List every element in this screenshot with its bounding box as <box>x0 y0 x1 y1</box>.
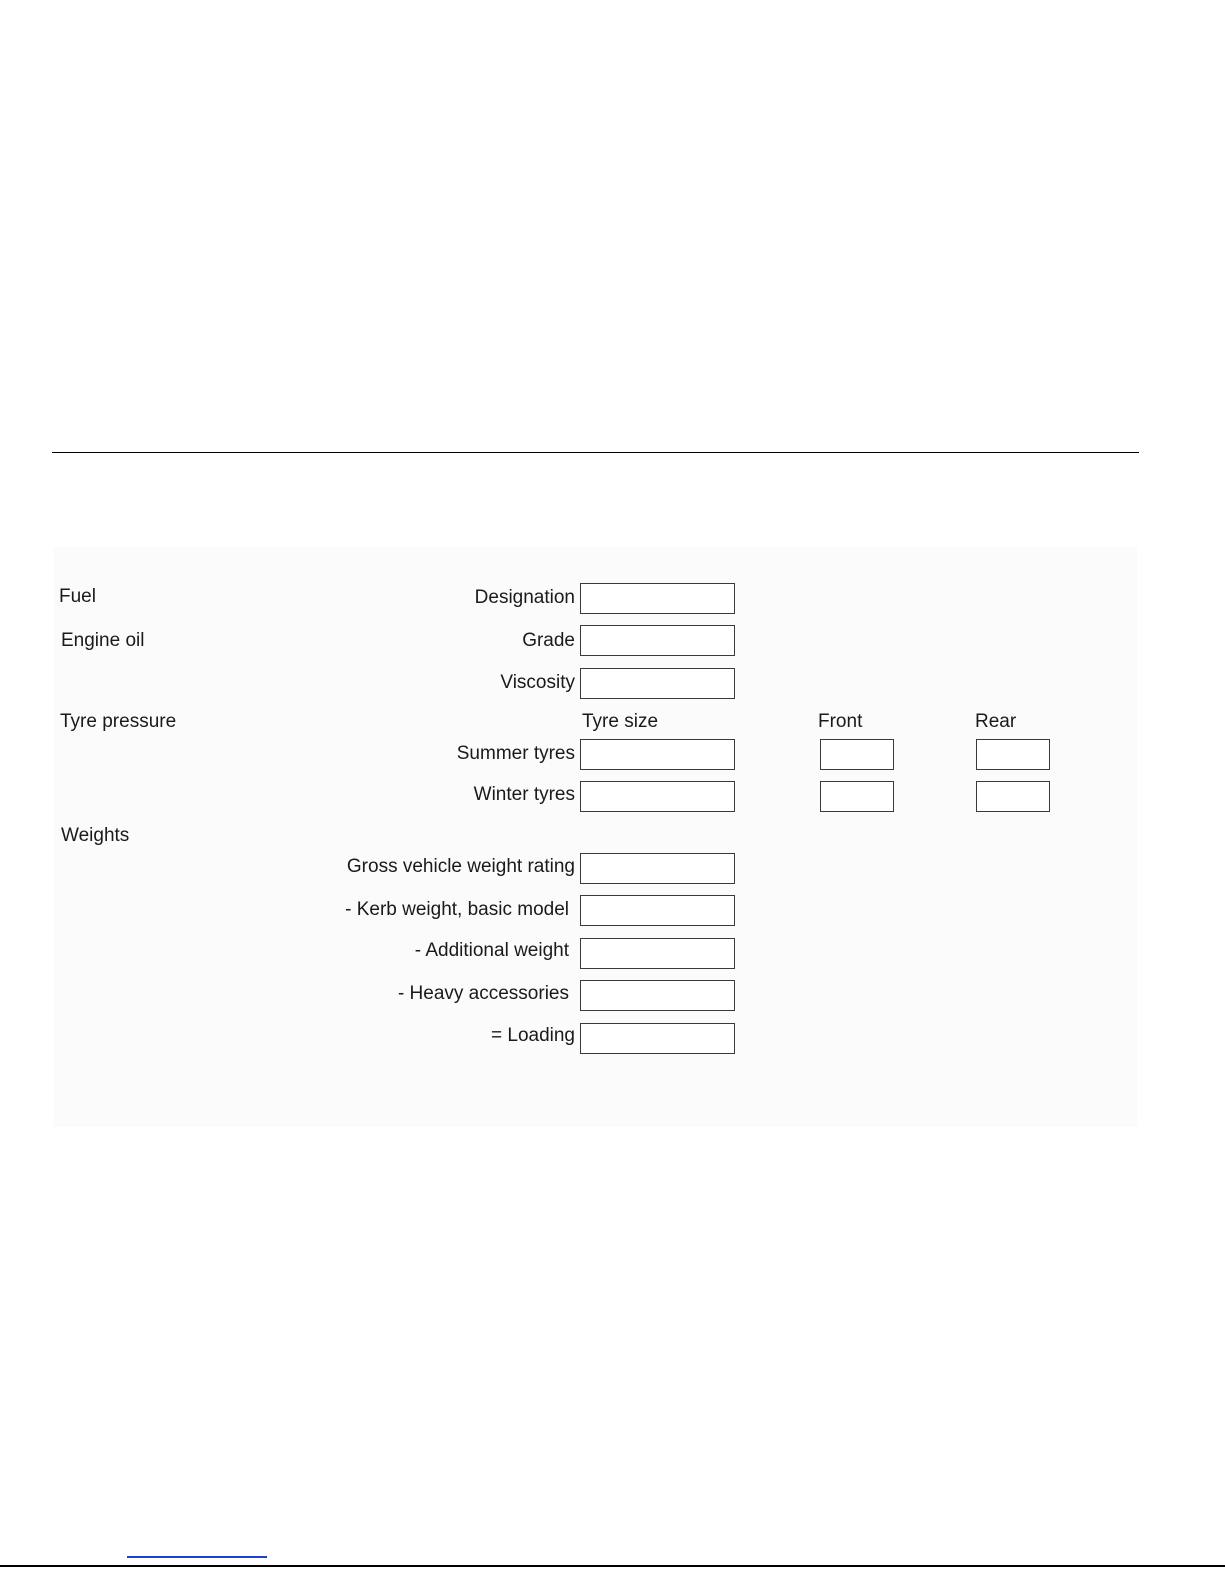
footer-link-underline[interactable] <box>127 1556 267 1558</box>
summer-rear-pressure-field[interactable] <box>976 739 1050 770</box>
label-additional-weight: - Additional weight <box>414 940 569 961</box>
section-engine-oil: Engine oil <box>61 630 145 651</box>
section-fuel: Fuel <box>59 586 96 607</box>
winter-rear-pressure-field[interactable] <box>976 781 1050 812</box>
grade-field[interactable] <box>580 625 735 656</box>
label-heavy-accessories: - Heavy accessories <box>397 983 569 1004</box>
section-weights: Weights <box>61 825 130 846</box>
winter-front-pressure-field[interactable] <box>820 781 894 812</box>
label-designation: Designation <box>474 587 575 608</box>
footer-divider <box>0 1565 1225 1567</box>
label-winter-tyres: Winter tyres <box>473 784 575 805</box>
kerb-weight-field[interactable] <box>580 895 735 926</box>
additional-weight-field[interactable] <box>580 938 735 969</box>
column-tyre-size: Tyre size <box>582 711 659 732</box>
designation-field[interactable] <box>580 583 735 614</box>
column-front: Front <box>818 711 863 732</box>
gross-vehicle-weight-rating-field[interactable] <box>580 853 735 884</box>
viscosity-field[interactable] <box>580 668 735 699</box>
label-summer-tyres: Summer tyres <box>456 743 575 764</box>
winter-tyre-size-field[interactable] <box>580 781 735 812</box>
heavy-accessories-field[interactable] <box>580 980 735 1011</box>
column-rear: Rear <box>975 711 1017 732</box>
label-grade: Grade <box>522 630 575 651</box>
label-loading: = Loading <box>491 1025 575 1046</box>
summer-tyre-size-field[interactable] <box>580 739 735 770</box>
label-viscosity: Viscosity <box>500 672 575 693</box>
loading-field[interactable] <box>580 1023 735 1054</box>
label-kerb-weight: - Kerb weight, basic model <box>345 899 569 920</box>
top-divider <box>52 452 1139 453</box>
section-tyre-pressure: Tyre pressure <box>60 711 177 732</box>
label-gross-vehicle-weight-rating: Gross vehicle weight rating <box>346 856 575 877</box>
summer-front-pressure-field[interactable] <box>820 739 894 770</box>
